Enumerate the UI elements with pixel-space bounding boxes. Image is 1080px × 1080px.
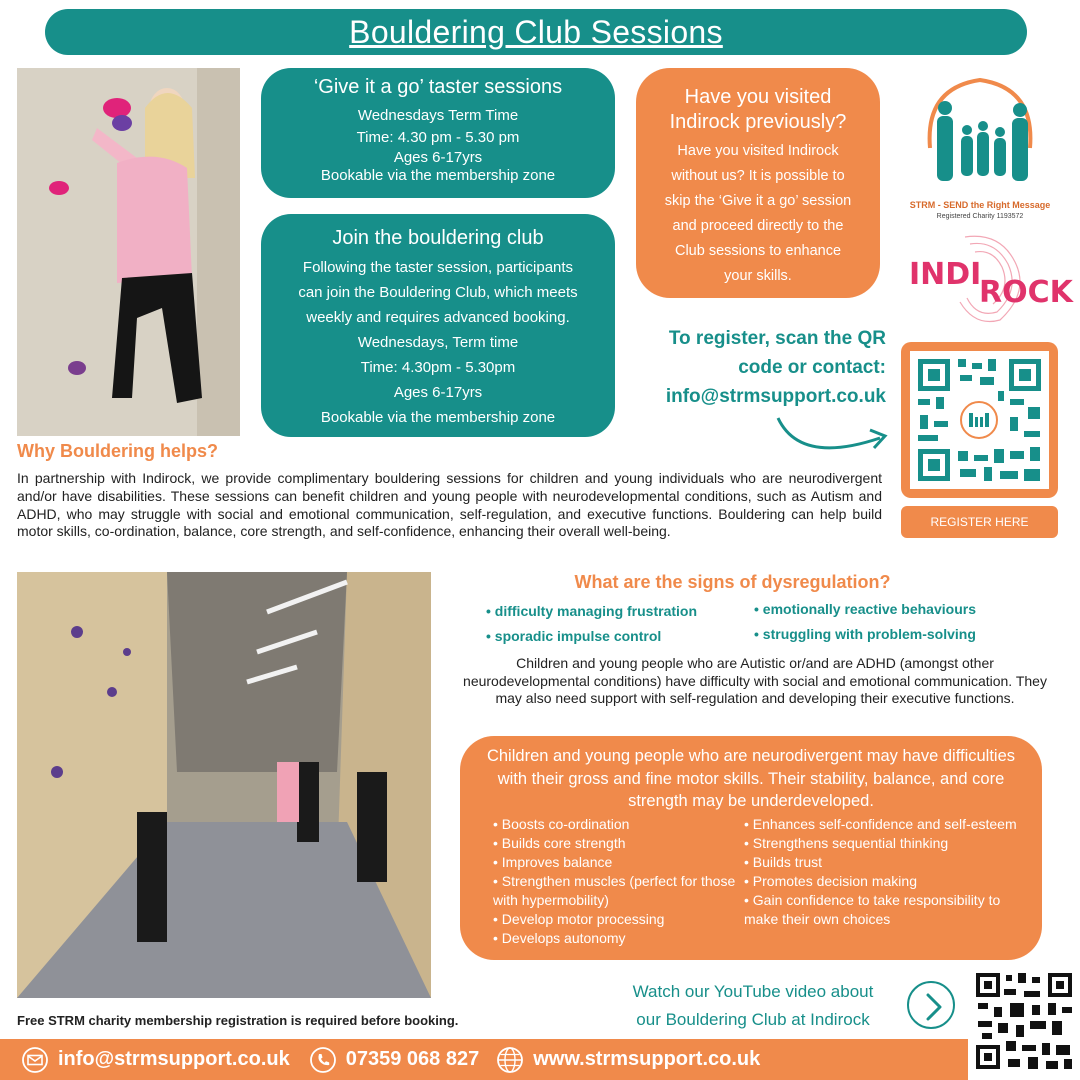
footer-website-text: www.strmsupport.co.uk [533,1048,761,1070]
club-heading: Join the bouldering club [332,227,544,249]
signs-body: Children and young people who are Autistic or/and are ADHD (amongst other neurodevelopmental conditions) have difficulty with social and emotional communication. They may also need support with self-regulation and developing their executive functions. [463,655,1047,706]
sign-item: • difficulty managing frustration [486,603,698,619]
club-line: Wednesdays, Term time [357,334,519,351]
why-body: In partnership with Indirock, we provide complimentary bouldering sessions for children and young individuals who are neurodivergent and/or have disabilities. These sessions can benefit children and young people with neurodevelopmental conditions, such as Autism and ADHD, who may struggle with social and emotional communication, self-regulation, and executive functions. Bouldering can help build motor skills, co-ordination, balance, core strength, and self-confidence, enhancing their overall well-being. [17,470,882,540]
strm-logo [905,68,1055,228]
title-bar [45,9,1027,55]
taster-line: Bookable via the membership zone [320,167,556,184]
benefit-item: • Strengthens sequential thinking [744,835,949,851]
visited-line: skip the ‘Give it a go’ session [664,193,852,209]
visited-line: Club sessions to enhance [674,243,842,259]
benefit-item: • Builds trust [744,854,823,870]
club-line: can join the Bouldering Club, which meets [298,284,578,301]
taster-heading: ‘Give it a go’ taster sessions [313,76,563,98]
curved-arrow-icon [770,410,900,470]
footer-website[interactable] [497,1047,760,1073]
register-line: code or contact: [738,357,886,378]
benefits-box [460,736,1042,960]
footer-phone-text: 07359 068 827 [345,1048,480,1070]
youtube-line: our Bouldering Club at Indirock [636,1010,870,1029]
register-line: To register, scan the QR [668,328,886,349]
chevron-right-icon [909,983,957,1031]
sign-item: • sporadic impulse control [486,628,662,644]
visited-previously-box [636,68,880,298]
photo-climbing-gym [17,572,431,998]
visited-line: your skills. [724,268,792,284]
benefit-item: • Promotes decision making [744,873,917,889]
svg-text:INDI: INDI [909,257,982,292]
membership-note: Free STRM charity membership registration is required before booking. [17,1013,459,1028]
taster-sessions-box [261,68,615,198]
indirock-logo [905,232,1073,327]
register-qr-code[interactable] [901,342,1058,498]
taster-line: Time: 4.30 pm - 5.30 pm [356,129,520,146]
youtube-play-button[interactable] [907,981,955,1029]
visited-heading-2: Indirock previously? [669,111,847,133]
taster-line: Wednesdays Term Time [357,107,519,124]
footer-bar [0,1039,968,1080]
visited-line: without us? It is possible to [671,168,845,184]
signs-heading: What are the signs of dysregulation? [574,572,891,592]
register-email-link[interactable]: info@strmsupport.co.uk [665,386,886,407]
benefit-item: • Enhances self-confidence and self-esteem [744,816,1017,832]
why-heading: Why Bouldering helps? [17,441,218,461]
footer-phone[interactable] [310,1047,479,1073]
club-line: weekly and requires advanced booking. [306,309,570,326]
footer-email[interactable] [22,1047,290,1073]
benefit-item: • Develops autonomy [493,930,626,946]
benefits-intro: Children and young people who are neurodivergent may have difficulties with their gross and fine motor skills. Their stability, balance, and core strength may be underdeveloped. [486,747,1016,810]
club-line: Time: 4.30pm - 5.30pm [360,359,516,376]
strm-name: STRM - SEND the Right Message [909,200,1051,210]
benefit-item: • Gain confidence to take responsibility to make their own choices [744,892,1001,927]
visited-heading-1: Have you visited [684,86,832,108]
sign-item: • emotionally reactive behaviours [754,601,976,617]
svg-text:ROCK: ROCK [979,275,1073,310]
youtube-line: Watch our YouTube video about [632,982,874,1001]
visited-line: and proceed directly to the [672,218,844,234]
benefit-item: • Develop motor processing [493,911,665,927]
benefit-item: • Improves balance [493,854,613,870]
taster-line: Ages 6-17yrs [393,149,483,166]
mail-icon [22,1047,48,1073]
register-instructions [630,324,886,411]
club-line: Ages 6-17yrs [393,384,483,401]
youtube-text[interactable] [604,978,902,1034]
benefit-item: • Strengthen muscles (perfect for those with hypermobility) [493,873,736,908]
register-here-button[interactable]: REGISTER HERE [901,506,1058,538]
benefit-item: • Boosts co-ordination [493,816,630,832]
club-line: Bookable via the membership zone [320,409,556,426]
club-line: Following the taster session, participants [302,259,574,276]
visited-line: Have you visited Indirock [677,143,839,159]
sign-item: • struggling with problem-solving [754,626,976,642]
phone-icon [310,1047,336,1073]
join-club-box [261,214,615,437]
footer-email-text: info@strmsupport.co.uk [58,1048,290,1070]
page-title: Bouldering Club Sessions [349,13,723,50]
benefit-item: • Builds core strength [493,835,626,851]
strm-registered-charity: Registered Charity 1193572 [936,213,1024,220]
youtube-qr-code[interactable] [968,965,1080,1080]
photo-girl-climbing [17,68,240,436]
globe-icon [497,1047,523,1073]
